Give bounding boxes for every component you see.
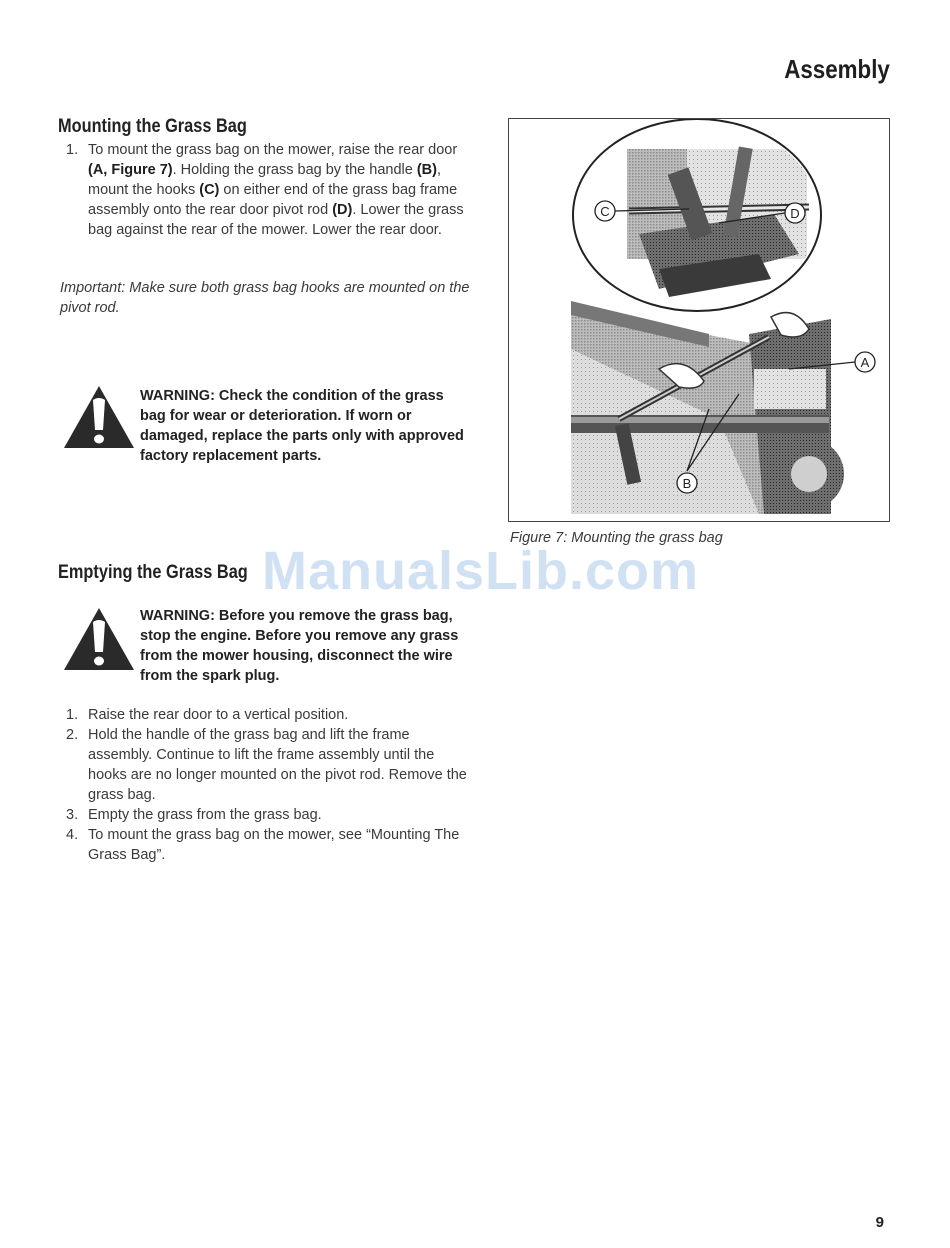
svg-text:D: D: [790, 206, 800, 221]
emptying-steps: [58, 705, 468, 865]
emptying-title: Emptying the Grass Bag: [58, 562, 248, 583]
svg-text:B: B: [682, 476, 692, 491]
mower-photo: [571, 301, 844, 514]
section-header: Assembly: [784, 54, 890, 84]
label-a: [855, 352, 875, 372]
label-d: [785, 203, 805, 223]
mounting-step-1: 1. To mount the grass bag on the mower, raise the rear door (A, Figure 7). Holding the grass bag by the handle (B), mount the hooks (C) on either end of the grass bag frame assembly onto the rear door pivot rod (D). Lower the grass bag against the rear of the mower. Lower the rear door.: [66, 142, 464, 238]
label-b: [677, 473, 697, 493]
emptying-step: 4. To mount the grass bag on the mower, see “Mounting The Grass Bag”.: [66, 827, 460, 863]
mounting-steps: [58, 140, 468, 240]
warning-stop-engine: WARNING: Before you remove the grass bag, stop the engine. Before you remove any grass from the mower housing, disconnect the wire from the spark plug.: [140, 608, 459, 684]
svg-text:C: C: [600, 204, 610, 219]
ref-d: (D): [332, 202, 353, 218]
warning-icon: [62, 606, 136, 677]
figure-7-mounting-grass-bag: [508, 118, 890, 522]
ref-c: (C): [199, 182, 220, 198]
warning-icon: [62, 384, 136, 455]
label-c: [595, 201, 615, 221]
watermark: ManualsLib.com: [262, 541, 700, 601]
svg-text:A: A: [860, 355, 870, 370]
emptying-step: 1. Raise the rear door to a vertical position.: [66, 707, 349, 723]
important-note: Important: Make sure both grass bag hooks are mounted on the pivot rod.: [60, 280, 470, 316]
ref-a: (A, Figure 7): [88, 162, 173, 178]
mounting-title: Mounting the Grass Bag: [58, 116, 247, 137]
page-number: 9: [875, 1214, 884, 1231]
figure-caption: Figure 7: Mounting the grass bag: [510, 530, 723, 546]
ref-b: (B): [416, 162, 437, 178]
emptying-step: 2. Hold the handle of the grass bag and lift the frame assembly. Continue to lift the frame assembly until the hooks are no longer mounted on the pivot rod. Remove the grass bag.: [66, 727, 467, 803]
step-number: 1.: [66, 142, 79, 158]
emptying-step: 3. Empty the grass from the grass bag.: [66, 807, 322, 823]
warning-grass-bag-condition: WARNING: Check the condition of the grass bag for wear or deterioration. If worn or damaged, replace the parts only with approved factory replacement parts.: [140, 388, 464, 464]
